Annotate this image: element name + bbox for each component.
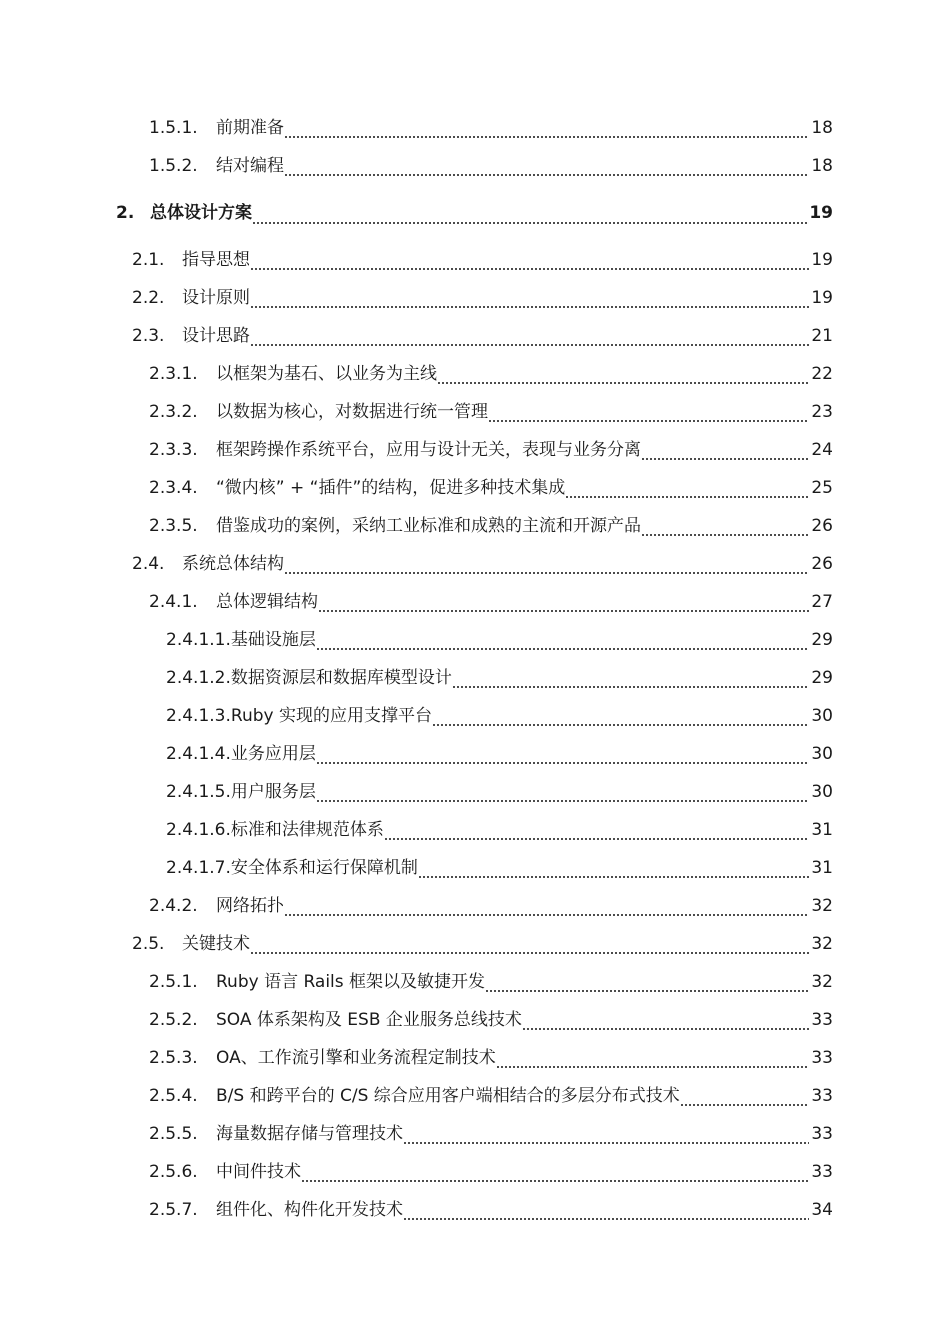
toc-title: OA、工作流引擎和业务流程定制技术 xyxy=(216,1048,496,1068)
toc-number: 2.5.3. xyxy=(149,1048,198,1068)
toc-page-number: 33 xyxy=(811,1048,833,1068)
toc-title: 关键技术 xyxy=(182,934,250,954)
toc-title: 以数据为核心，对数据进行统一管理 xyxy=(216,402,488,422)
toc-entry-2-3-1[interactable] xyxy=(0,355,950,393)
toc-page-number: 33 xyxy=(811,1086,833,1106)
toc-page-number: 18 xyxy=(811,156,833,176)
toc-number: 2. xyxy=(116,203,135,223)
toc-page-number: 32 xyxy=(811,972,833,992)
toc-number: 2.3.5. xyxy=(149,516,198,536)
toc-number: 2.3.2. xyxy=(149,402,198,422)
toc-page-number: 22 xyxy=(811,364,833,384)
toc-number: 2.5.5. xyxy=(149,1124,198,1144)
toc-title: 系统总体结构 xyxy=(182,554,284,574)
toc-number: 2.4.1.4. xyxy=(166,744,231,764)
toc-number: 2.4.1. xyxy=(149,592,198,612)
toc-title: 设计原则 xyxy=(182,288,250,308)
toc-entry-2-4[interactable] xyxy=(0,545,950,583)
toc-number: 2.5.2. xyxy=(149,1010,198,1030)
toc-page-number: 33 xyxy=(811,1010,833,1030)
toc-title: 中间件技术 xyxy=(216,1162,301,1182)
toc-page-number: 18 xyxy=(811,118,833,138)
toc-title: 网络拓扑 xyxy=(216,896,284,916)
toc-page-number: 30 xyxy=(811,782,833,802)
toc-title: Ruby 语言 Rails 框架以及敏捷开发 xyxy=(216,972,486,992)
toc-page-number: 32 xyxy=(811,934,833,954)
toc-number: 2.3. xyxy=(132,326,165,346)
toc-page-number: 19 xyxy=(809,203,833,223)
toc-number: 2.5.6. xyxy=(149,1162,198,1182)
toc-title: 标准和法律规范体系 xyxy=(230,820,384,840)
dot-leader xyxy=(250,925,809,963)
toc-page-number: 26 xyxy=(811,554,833,574)
toc-page-number: 29 xyxy=(811,668,833,688)
toc-number: 2.4.1.6. xyxy=(166,820,231,840)
toc-page-number: 33 xyxy=(811,1162,833,1182)
toc-entry-2-4-1-7[interactable] xyxy=(0,849,950,887)
dot-leader xyxy=(565,469,809,507)
toc-title: “微内核” + “插件”的结构，促进多种技术集成 xyxy=(216,478,566,498)
dot-leader xyxy=(522,1001,809,1039)
dot-leader xyxy=(250,279,809,317)
toc-title: 指导思想 xyxy=(182,250,250,270)
toc-entry-2-5-4[interactable] xyxy=(0,1077,950,1115)
toc-number: 2.4. xyxy=(132,554,165,574)
toc-entry-2[interactable] xyxy=(0,185,950,241)
toc-page-number: 26 xyxy=(811,516,833,536)
toc-entry-2-5-6[interactable] xyxy=(0,1153,950,1191)
toc-page-number: 32 xyxy=(811,896,833,916)
dot-leader xyxy=(496,1039,810,1077)
toc-entry-2-5-7[interactable] xyxy=(0,1191,950,1229)
dot-leader xyxy=(316,773,809,811)
dot-leader xyxy=(403,1115,809,1153)
toc-page-number: 24 xyxy=(811,440,833,460)
dot-leader xyxy=(403,1191,809,1229)
toc-number: 2.5.1. xyxy=(149,972,198,992)
toc-number: 2.5. xyxy=(132,934,165,954)
toc-number: 2.4.1.5. xyxy=(166,782,231,802)
toc-title: 设计思路 xyxy=(182,326,250,346)
toc-entry-2-4-1[interactable] xyxy=(0,583,950,621)
toc-title: 总体设计方案 xyxy=(150,203,252,223)
toc-entry-2-4-1-4[interactable] xyxy=(0,735,950,773)
toc-number: 1.5.1. xyxy=(149,118,198,138)
toc-page-number: 21 xyxy=(811,326,833,346)
dot-leader xyxy=(318,583,809,621)
dot-leader xyxy=(452,659,809,697)
toc-number: 2.4.1.2. xyxy=(166,668,231,688)
toc-title: 海量数据存储与管理技术 xyxy=(216,1124,403,1144)
toc-title: 框架跨操作系统平台，应用与设计无关，表现与业务分离 xyxy=(216,440,641,460)
toc-entry-2-2[interactable] xyxy=(0,279,950,317)
dot-leader xyxy=(641,431,809,469)
toc-entry-2-4-1-1[interactable] xyxy=(0,621,950,659)
toc-entry-2-5-2[interactable] xyxy=(0,1001,950,1039)
dot-leader xyxy=(284,109,809,147)
toc-entry-2-3-2[interactable] xyxy=(0,393,950,431)
toc-entry-2-5-1[interactable] xyxy=(0,963,950,1001)
toc-title: Ruby 实现的应用支撑平台 xyxy=(230,706,432,726)
toc-entry-2-1[interactable] xyxy=(0,241,950,279)
dot-leader xyxy=(316,621,809,659)
toc-title: 结对编程 xyxy=(216,156,284,176)
toc-title: B/S 和跨平台的 C/S 综合应用客户端相结合的多层分布式技术 xyxy=(216,1086,680,1106)
toc-entry-2-5-3[interactable] xyxy=(0,1039,950,1077)
toc-page-number: 33 xyxy=(811,1124,833,1144)
toc-number: 2.5.4. xyxy=(149,1086,198,1106)
toc-number: 2.4.1.7. xyxy=(166,858,231,878)
toc-title: 基础设施层 xyxy=(230,630,316,650)
dot-leader xyxy=(250,241,809,279)
toc-entry-2-4-1-5[interactable] xyxy=(0,773,950,811)
toc-entry-1-5-2[interactable] xyxy=(0,147,950,185)
table-of-contents xyxy=(0,109,950,1229)
toc-entry-2-4-1-3[interactable] xyxy=(0,697,950,735)
toc-entry-2-5[interactable] xyxy=(0,925,950,963)
toc-number: 2.2. xyxy=(132,288,165,308)
toc-number: 2.4.1.3. xyxy=(166,706,231,726)
toc-number: 2.3.1. xyxy=(149,364,198,384)
toc-entry-2-4-2[interactable] xyxy=(0,887,950,925)
toc-number: 2.4.1.1. xyxy=(166,630,231,650)
toc-page-number: 29 xyxy=(811,630,833,650)
toc-number: 2.1. xyxy=(132,250,165,270)
dot-leader xyxy=(284,147,809,185)
toc-number: 2.3.3. xyxy=(149,440,198,460)
toc-page-number: 27 xyxy=(811,592,833,612)
toc-title: 安全体系和运行保障机制 xyxy=(230,858,418,878)
dot-leader xyxy=(284,887,809,925)
dot-leader xyxy=(301,1153,809,1191)
toc-title: 组件化、构件化开发技术 xyxy=(216,1200,403,1220)
toc-page-number: 25 xyxy=(811,478,833,498)
toc-page-number: 30 xyxy=(811,706,833,726)
toc-number: 2.4.2. xyxy=(149,896,198,916)
dot-leader xyxy=(641,507,809,545)
toc-title: 以框架为基石、以业务为主线 xyxy=(216,364,437,384)
toc-page-number: 34 xyxy=(811,1200,833,1220)
dot-leader xyxy=(384,811,809,849)
toc-page-number: 31 xyxy=(811,858,833,878)
toc-number: 2.5.7. xyxy=(149,1200,198,1220)
dot-leader xyxy=(485,963,809,1001)
toc-title: 数据资源层和数据库模型设计 xyxy=(230,668,452,688)
toc-page-number: 19 xyxy=(811,288,833,308)
toc-entry-2-3-5[interactable] xyxy=(0,507,950,545)
toc-title: 业务应用层 xyxy=(230,744,316,764)
dot-leader xyxy=(437,355,809,393)
toc-entry-2-3[interactable] xyxy=(0,317,950,355)
dot-leader xyxy=(250,317,809,355)
dot-leader xyxy=(432,697,809,735)
toc-title: 用户服务层 xyxy=(230,782,316,802)
toc-title: 总体逻辑结构 xyxy=(216,592,318,612)
toc-title: 前期准备 xyxy=(216,118,284,138)
dot-leader xyxy=(418,849,809,887)
toc-page-number: 23 xyxy=(811,402,833,422)
toc-entry-1-5-1[interactable] xyxy=(0,109,950,147)
dot-leader xyxy=(488,393,809,431)
toc-page-number: 30 xyxy=(811,744,833,764)
toc-number: 2.3.4. xyxy=(149,478,198,498)
toc-entry-2-3-4[interactable] xyxy=(0,469,950,507)
dot-leader xyxy=(284,545,809,583)
toc-title: 借鉴成功的案例，采纳工业标准和成熟的主流和开源产品 xyxy=(216,516,641,536)
toc-number: 1.5.2. xyxy=(149,156,198,176)
toc-page-number: 31 xyxy=(811,820,833,840)
toc-entry-2-3-3[interactable] xyxy=(0,431,950,469)
toc-entry-2-5-5[interactable] xyxy=(0,1115,950,1153)
toc-entry-2-4-1-6[interactable] xyxy=(0,811,950,849)
toc-page-number: 19 xyxy=(811,250,833,270)
toc-title: SOA 体系架构及 ESB 企业服务总线技术 xyxy=(216,1010,522,1030)
dot-leader xyxy=(252,185,807,241)
dot-leader xyxy=(316,735,809,773)
dot-leader xyxy=(680,1077,810,1115)
toc-entry-2-4-1-2[interactable] xyxy=(0,659,950,697)
